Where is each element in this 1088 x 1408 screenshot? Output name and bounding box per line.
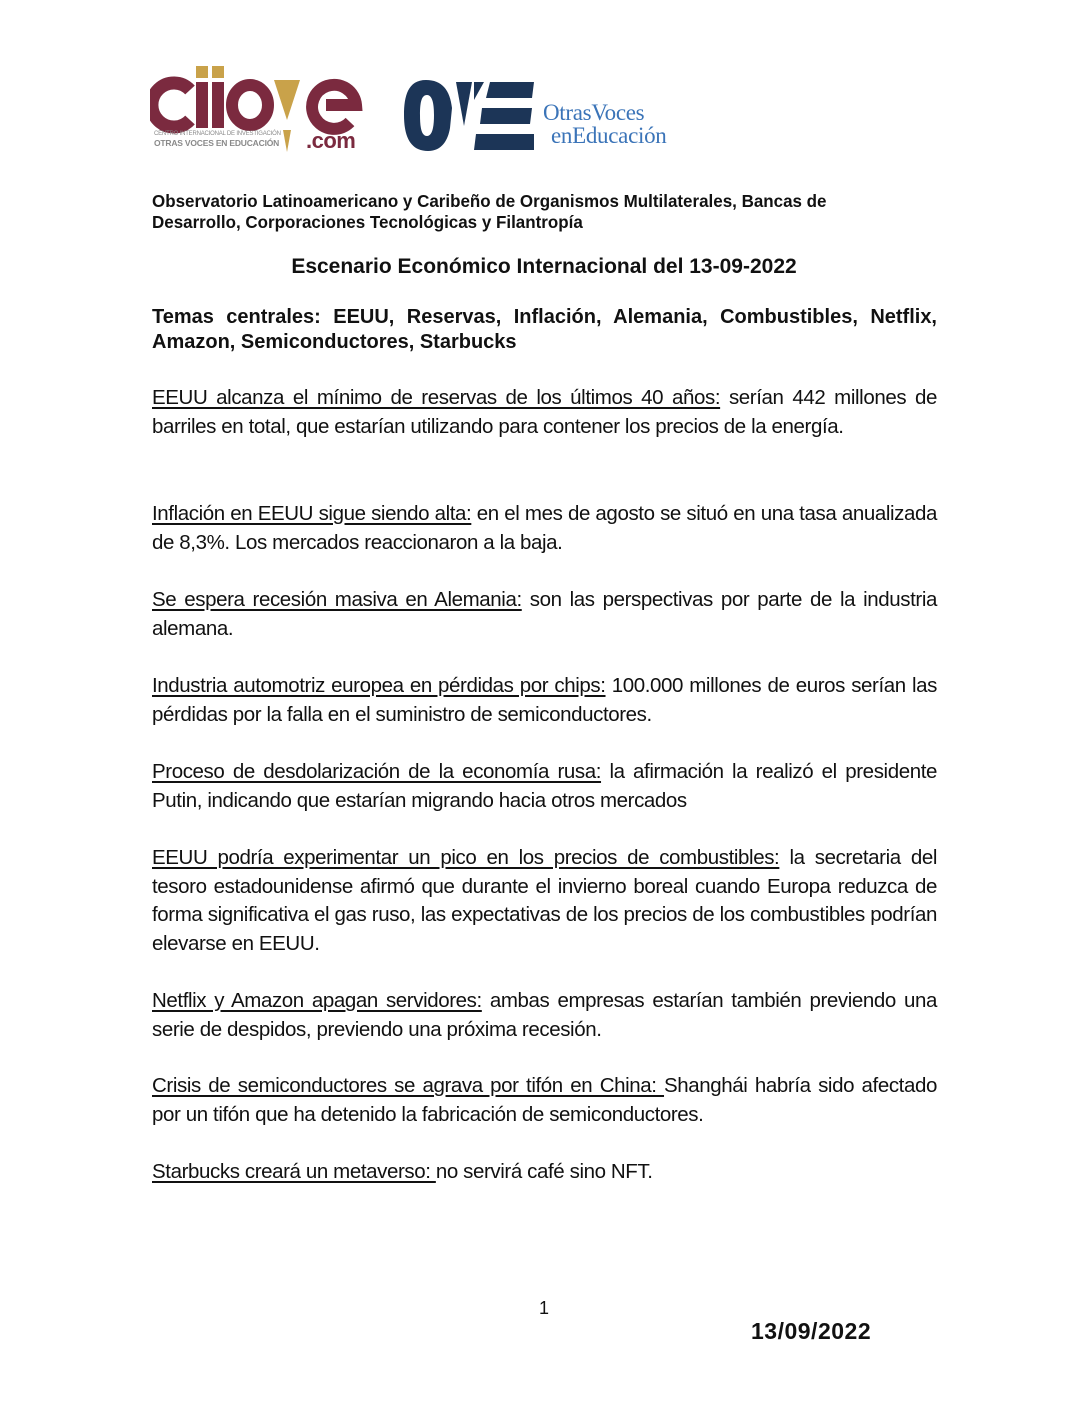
ciiove-domain: .com (306, 128, 356, 153)
news-item (152, 1158, 937, 1187)
news-item-body: ambas empresas estarían también previendo una serie de despidos, previendo una próxima recesión. (152, 989, 937, 1041)
ove-wordmark-line-1: OtrasVoces (543, 100, 645, 125)
news-item-heading: Se espera recesión masiva en Alemania: (152, 588, 522, 611)
footer-date: 13/09/2022 (751, 1318, 872, 1344)
news-item-heading: Crisis de semiconductores se agrava por tifón en China: (152, 1074, 665, 1097)
news-item-heading: Netflix y Amazon apagan servidores: (152, 989, 482, 1012)
news-item-heading: Starbucks creará un metaverso: (152, 1160, 436, 1183)
ciiove-tagline (154, 130, 281, 147)
ove-wordmark (543, 101, 666, 147)
news-item (152, 987, 937, 1044)
news-item (152, 758, 937, 815)
news-item-body: serían 442 millones de barriles en total, que estarían utilizando para contener los precios de la energía. (152, 386, 937, 438)
news-item-body: Shanghái habría sido afectado por un tifón que ha detenido la fabricación de semiconductores. (152, 1074, 937, 1126)
ove-logo (402, 78, 682, 158)
news-item-heading: EEUU podría experimentar un pico en los precios de combustibles: (152, 846, 780, 869)
document-title: Escenario Económico Internacional del 13-09-2022 (291, 255, 797, 278)
news-item (152, 500, 937, 557)
news-item-heading: Industria automotriz europea en pérdidas por chips: (152, 674, 606, 697)
page-number: 1 (539, 1298, 550, 1318)
news-item-heading: Inflación en EEUU sigue siendo alta: (152, 502, 472, 525)
news-item (152, 672, 937, 729)
news-item-body: en el mes de agosto se situó en una tasa anualizada de 8,3%. Los mercados reaccionaron a la baja. (152, 502, 937, 554)
news-item-body: 100.000 millones de euros serían las pérdidas por la falla en el suministro de semiconductores. (152, 674, 937, 726)
central-topics: Temas centrales: EEUU, Reservas, Inflación, Alemania, Combustibles, Netflix, Amazon, Semiconductores, Starbucks (152, 306, 937, 353)
news-item-body: la secretaria del tesoro estadounidense afirmó que durante el invierno boreal cuando Europa reduzca de forma significativa el gas ruso, las expectativas de los precios de los combustibles podrían elevarse en EEUU. (152, 846, 937, 955)
news-item-body: no servirá café sino NFT. (435, 1160, 653, 1183)
news-item-heading: EEUU alcanza el mínimo de reservas de los últimos 40 años: (152, 386, 721, 409)
ciiove-tagline-line-1: CENTRO INTERNACIONAL DE INVESTIGACIÓN (154, 131, 281, 137)
news-item (152, 586, 937, 643)
news-item (152, 384, 937, 441)
ciiove-tagline-line-2: OTRAS VOCES EN EDUCACIÓN (154, 138, 280, 148)
news-item-body: son las perspectivas por parte de la industria alemana. (152, 588, 937, 640)
news-item (152, 1072, 937, 1129)
ove-wordmark-line-2: enEducación (551, 123, 667, 148)
organization-title: Observatorio Latinoamericano y Caribeño de Organismos Multilaterales, Bancas de Desarrollo, Corporaciones Tecnológicas y Filantropía (152, 191, 827, 232)
news-item (152, 844, 937, 958)
ciiove-logo (150, 60, 365, 160)
news-item-body: la afirmación la realizó el presidente Putin, indicando que estarían migrando hacia otros mercados (152, 760, 937, 812)
news-item-heading: Proceso de desdolarización de la economía rusa: (152, 760, 602, 783)
ove-mark-graphic (402, 78, 537, 153)
